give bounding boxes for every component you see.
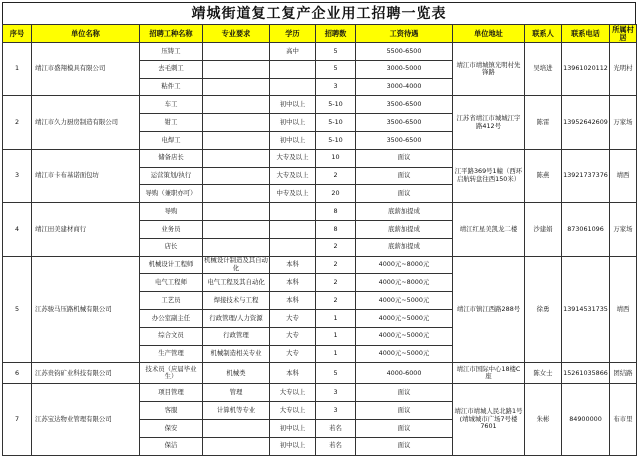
company-phone: 13952642609 xyxy=(562,96,610,149)
company-village: 光明村 xyxy=(610,43,637,96)
job-title: 电气工程师 xyxy=(140,274,203,292)
table-row xyxy=(3,43,637,61)
header-pay: 工资待遇 xyxy=(356,25,453,43)
header-contact: 联系人 xyxy=(525,25,562,43)
job-major xyxy=(203,149,270,167)
company-no: 2 xyxy=(3,96,32,149)
job-major: 行政管理/人力资源 xyxy=(203,309,270,327)
header-address: 单位地址 xyxy=(453,25,525,43)
company-no: 5 xyxy=(3,256,32,363)
job-edu: 大专 xyxy=(270,309,316,327)
job-pay: 面议 xyxy=(356,185,453,203)
job-title: 钳工 xyxy=(140,114,203,132)
job-edu: 大专以上 xyxy=(270,402,316,420)
job-pay: 4000元~5000元 xyxy=(356,292,453,310)
job-title: 去毛刺工 xyxy=(140,60,203,78)
job-count: 5-10 xyxy=(316,114,356,132)
header-row xyxy=(3,25,637,43)
job-count: 5 xyxy=(316,363,356,384)
job-count: 5-10 xyxy=(316,131,356,149)
job-count: 8 xyxy=(316,220,356,238)
job-count: 2 xyxy=(316,256,356,274)
job-title: 店长 xyxy=(140,238,203,256)
header-village: 所属村居 xyxy=(610,25,637,43)
job-title: 导购 xyxy=(140,203,203,221)
job-pay: 3500-6500 xyxy=(356,131,453,149)
company-contact: 朱彬 xyxy=(525,384,562,455)
recruitment-sheet xyxy=(2,2,636,456)
job-title: 办公室副主任 xyxy=(140,309,203,327)
company-no: 6 xyxy=(3,363,32,384)
company-village: 万家场 xyxy=(610,96,637,149)
job-pay: 底薪加提成 xyxy=(356,238,453,256)
table-body xyxy=(3,43,637,456)
header-phone: 联系电话 xyxy=(562,25,610,43)
job-count: 1 xyxy=(316,309,356,327)
job-major xyxy=(203,185,270,203)
job-count: 2 xyxy=(316,274,356,292)
job-edu xyxy=(270,203,316,221)
job-title: 保安 xyxy=(140,419,203,437)
job-edu: 本科 xyxy=(270,256,316,274)
job-title: 导购（兼职亦可） xyxy=(140,185,203,203)
company-no: 7 xyxy=(3,384,32,455)
job-pay: 4000元~8000元 xyxy=(356,274,453,292)
job-edu xyxy=(270,238,316,256)
job-major xyxy=(203,203,270,221)
job-major xyxy=(203,114,270,132)
table-row xyxy=(3,96,637,114)
job-edu: 高中 xyxy=(270,43,316,61)
job-edu: 大专以上 xyxy=(270,384,316,402)
company-address: 靖江市靖城人民北路1号(靖城城市广场7号楼7601 xyxy=(453,384,525,455)
job-pay: 4000元~5000元 xyxy=(356,327,453,345)
company-phone: 873061096 xyxy=(562,203,610,256)
job-pay: 面议 xyxy=(356,149,453,167)
company-village: 靖西 xyxy=(610,256,637,363)
company-name: 江苏骏马压路机械有限公司 xyxy=(32,256,140,363)
job-title: 技术员（应届毕业生） xyxy=(140,363,203,384)
job-count: 1 xyxy=(316,327,356,345)
company-name: 江苏宝达物业管理有限公司 xyxy=(32,384,140,455)
job-pay: 面议 xyxy=(356,167,453,185)
company-name: 江苏贵钧矿业科技有限公司 xyxy=(32,363,140,384)
job-title: 生产管理 xyxy=(140,345,203,363)
company-no: 1 xyxy=(3,43,32,96)
job-count: 8 xyxy=(316,203,356,221)
job-major xyxy=(203,131,270,149)
company-contact: 陈雷 xyxy=(525,96,562,149)
job-edu: 本科 xyxy=(270,363,316,384)
job-title: 粘件工 xyxy=(140,78,203,96)
job-pay: 4000元~8000元 xyxy=(356,256,453,274)
company-village: 团结路 xyxy=(610,363,637,384)
company-contact: 吴培进 xyxy=(525,43,562,96)
job-edu: 中专及以上 xyxy=(270,185,316,203)
job-major xyxy=(203,437,270,455)
job-count: 1 xyxy=(316,345,356,363)
job-pay: 3500-6500 xyxy=(356,96,453,114)
job-pay: 3000-5000 xyxy=(356,60,453,78)
job-major: 行政管理 xyxy=(203,327,270,345)
job-count: 20 xyxy=(316,185,356,203)
company-phone: 84900000 xyxy=(562,384,610,455)
job-major: 机械类 xyxy=(203,363,270,384)
job-major xyxy=(203,238,270,256)
job-count: 2 xyxy=(316,292,356,310)
job-edu: 初中以上 xyxy=(270,114,316,132)
company-name: 靖江市卡布基诺面包坊 xyxy=(32,149,140,202)
job-edu xyxy=(270,220,316,238)
header-edu: 学历 xyxy=(270,25,316,43)
job-pay: 面议 xyxy=(356,437,453,455)
sheet-title: 靖城街道复工复产企业用工招聘一览表 xyxy=(2,2,636,24)
job-major: 焊接技术与工程 xyxy=(203,292,270,310)
header-company: 单位名称 xyxy=(32,25,140,43)
company-village: 万家场 xyxy=(610,203,637,256)
job-count: 3 xyxy=(316,384,356,402)
job-title: 项目管理 xyxy=(140,384,203,402)
job-pay: 面议 xyxy=(356,419,453,437)
job-edu: 大专 xyxy=(270,345,316,363)
job-title: 运营策划/执行 xyxy=(140,167,203,185)
job-pay: 5500-6500 xyxy=(356,43,453,61)
job-count: 10 xyxy=(316,149,356,167)
job-count: 若名 xyxy=(316,419,356,437)
company-address: 靖江市靖城镇光明村先锋路 xyxy=(453,43,525,96)
company-contact: 陈燕 xyxy=(525,149,562,202)
job-pay: 面议 xyxy=(356,384,453,402)
header-no: 序号 xyxy=(3,25,32,43)
job-edu: 初中以上 xyxy=(270,437,316,455)
job-major xyxy=(203,419,270,437)
job-count: 2 xyxy=(316,167,356,185)
job-title: 车工 xyxy=(140,96,203,114)
job-title: 客服 xyxy=(140,402,203,420)
job-pay: 4000元~5000元 xyxy=(356,345,453,363)
job-title: 机械设计工程师 xyxy=(140,256,203,274)
job-title: 工艺员 xyxy=(140,292,203,310)
job-pay: 3500-6500 xyxy=(356,114,453,132)
job-edu xyxy=(270,78,316,96)
job-major: 管理 xyxy=(203,384,270,402)
job-count: 3 xyxy=(316,402,356,420)
company-contact: 徐勇 xyxy=(525,256,562,363)
company-address: 江苏省靖江市城城江宇路412号 xyxy=(453,96,525,149)
company-phone: 13914531735 xyxy=(562,256,610,363)
company-contact: 沙建娟 xyxy=(525,203,562,256)
header-job: 招聘工种名称 xyxy=(140,25,203,43)
table-row xyxy=(3,203,637,221)
job-edu: 初中以上 xyxy=(270,131,316,149)
job-edu xyxy=(270,60,316,78)
company-address: 靖江市国际中心18楼C座 xyxy=(453,363,525,384)
company-name: 靖江市盛翔模具有限公司 xyxy=(32,43,140,96)
job-major xyxy=(203,60,270,78)
job-edu: 本科 xyxy=(270,274,316,292)
header-count: 招聘数 xyxy=(316,25,356,43)
job-major xyxy=(203,167,270,185)
job-major xyxy=(203,220,270,238)
company-no: 4 xyxy=(3,203,32,256)
job-edu: 本科 xyxy=(270,292,316,310)
job-pay: 底薪加提成 xyxy=(356,220,453,238)
job-major xyxy=(203,78,270,96)
company-village: 靖西 xyxy=(610,149,637,202)
job-major xyxy=(203,43,270,61)
job-pay: 底薪加提成 xyxy=(356,203,453,221)
job-title: 电焊工 xyxy=(140,131,203,149)
company-address: 靖江红星美凯龙二楼 xyxy=(453,203,525,256)
job-edu: 大专 xyxy=(270,327,316,345)
table-row xyxy=(3,256,637,274)
job-title: 业务员 xyxy=(140,220,203,238)
job-count: 5 xyxy=(316,60,356,78)
header-major: 专业要求 xyxy=(203,25,270,43)
company-name: 靖江田美建材商行 xyxy=(32,203,140,256)
company-name: 靖江市久力厨房制造有限公司 xyxy=(32,96,140,149)
company-phone: 13921737376 xyxy=(562,149,610,202)
company-address: 靖江市镇江西路288号 xyxy=(453,256,525,363)
recruitment-table xyxy=(2,24,637,456)
job-title: 综合文员 xyxy=(140,327,203,345)
company-address: 江平路369号1幢（西环启航转盘往西150米） xyxy=(453,149,525,202)
company-phone: 15261035866 xyxy=(562,363,610,384)
table-row xyxy=(3,149,637,167)
job-major xyxy=(203,96,270,114)
job-pay: 4000元~5000元 xyxy=(356,309,453,327)
job-major: 机械设计制造及其自动化 xyxy=(204,256,268,272)
job-edu: 大专及以上 xyxy=(270,167,316,185)
job-count: 若名 xyxy=(316,437,356,455)
job-title: 保洁 xyxy=(140,437,203,455)
job-count: 5-10 xyxy=(316,96,356,114)
table-row xyxy=(3,363,637,384)
company-no: 3 xyxy=(3,149,32,202)
table-row xyxy=(3,384,637,402)
job-major: 计算机等专业 xyxy=(203,402,270,420)
job-major: 机械制造相关专业 xyxy=(203,345,270,363)
job-title: 压铸工 xyxy=(140,43,203,61)
job-count: 2 xyxy=(316,238,356,256)
company-village: 布市里 xyxy=(610,384,637,455)
job-major: 电气工程及其自动化 xyxy=(203,274,270,292)
job-pay: 3000-4000 xyxy=(356,78,453,96)
job-edu: 初中以上 xyxy=(270,419,316,437)
job-edu: 大专及以上 xyxy=(270,149,316,167)
job-pay: 面议 xyxy=(356,402,453,420)
company-contact: 陈女士 xyxy=(525,363,562,384)
job-count: 5 xyxy=(316,43,356,61)
job-edu: 初中以上 xyxy=(270,96,316,114)
job-pay: 4000-6000 xyxy=(356,363,453,384)
company-phone: 13961020112 xyxy=(562,43,610,96)
job-count: 3 xyxy=(316,78,356,96)
job-title: 储备店长 xyxy=(140,149,203,167)
